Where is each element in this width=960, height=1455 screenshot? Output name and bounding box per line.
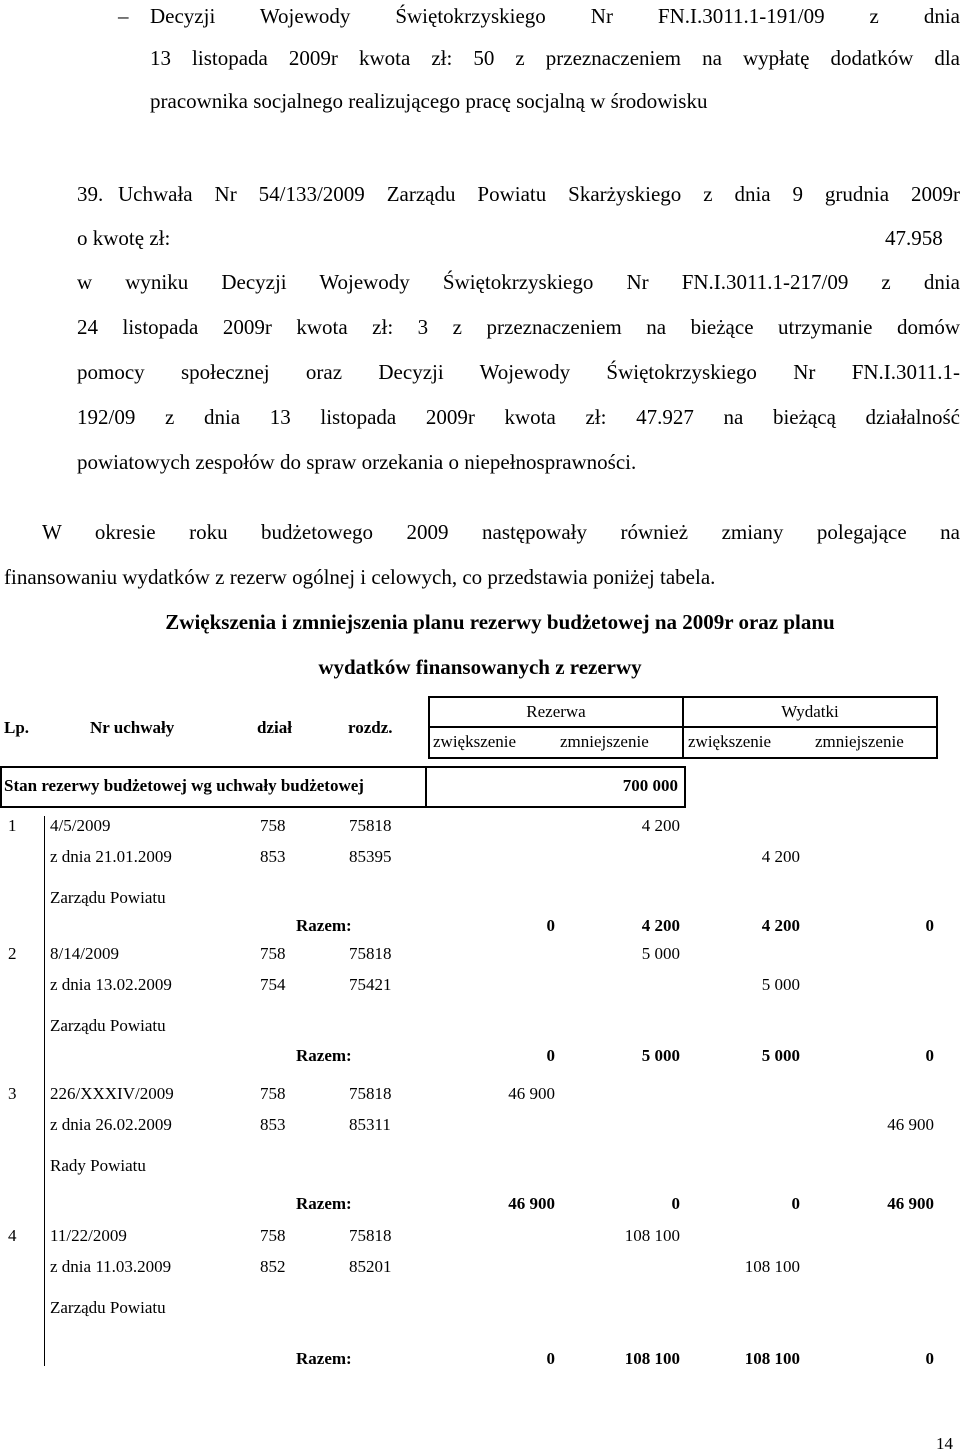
razem-value-wyd-zm: 46 900 — [887, 1194, 934, 1213]
item-39-amount-value: 47.958 — [885, 226, 943, 250]
razem-value-wyd-zw: 4 200 — [761, 916, 800, 935]
table-title-line-2: wydatków finansowanych z rezerwy — [318, 655, 642, 679]
col-header-rozdz: rozdz. — [348, 718, 393, 737]
razem-value-wyd-zw: 5 000 — [761, 1046, 800, 1065]
entry-lp: 2 — [8, 944, 17, 963]
razem-value-wyd-zm: 0 — [925, 1046, 934, 1065]
entry-resolution-number: 11/22/2009 — [50, 1226, 127, 1245]
entry-dzial: 853 — [260, 1115, 286, 1134]
entry-amount-rez-zm: 108 100 — [624, 1226, 680, 1245]
paragraph-line-2: finansowaniu wydatków z rezerw ogólnej i celowych, co przedstawia poniżej tabela. — [4, 565, 716, 589]
entry-dzial: 754 — [260, 975, 286, 994]
entry-lp: 4 — [8, 1226, 17, 1245]
item-39-line-5: pomocy społecznej oraz Decyzji Wojewody Świętokrzyskiego Nr FN.I.3011.1- — [77, 360, 960, 384]
item-number: 39. — [77, 182, 104, 206]
stan-rezerwy-value: 700 000 — [622, 776, 678, 795]
entry-issuing-body: Zarządu Powiatu — [50, 1016, 166, 1035]
entry-rozdzial: 75818 — [349, 1084, 392, 1103]
razem-value-wyd-zm: 0 — [925, 1349, 934, 1368]
entry-amount-wyd-zm: 46 900 — [887, 1115, 934, 1134]
item-39-line-1: Uchwała Nr 54/133/2009 Zarządu Powiatu Skarżyskiego z dnia 9 grudnia 2009r — [118, 182, 960, 206]
razem-value-wyd-zm: 0 — [925, 916, 934, 935]
col-header-lp: Lp. — [4, 718, 30, 737]
entry-issuing-body: Rady Powiatu — [50, 1156, 146, 1175]
entry-resolution-date: z dnia 21.01.2009 — [50, 847, 172, 866]
col-header-dzial: dział — [257, 718, 292, 737]
item-39-amount-label: o kwotę zł: — [77, 226, 171, 250]
col-header-rezerwa-zmniejszenie: zmniejszenie — [560, 732, 649, 751]
entry-amount-wyd-zw: 108 100 — [744, 1257, 800, 1276]
entry-dzial: 758 — [260, 1084, 286, 1103]
col-header-nr-uchwaly: Nr uchwały — [90, 718, 175, 737]
entry-amount-rez-zm: 5 000 — [641, 944, 680, 963]
page-number: 14 — [936, 1434, 953, 1453]
razem-label: Razem: — [296, 1349, 352, 1368]
col-header-wydatki-zwiekszenie: zwiększenie — [688, 732, 772, 751]
razem-value-rez-zm: 108 100 — [624, 1349, 680, 1368]
razem-value-rez-zm: 4 200 — [641, 916, 680, 935]
intro-line-1: Decyzji Wojewody Świętokrzyskiego Nr FN.I.3011.1-191/09 z dnia — [150, 4, 960, 28]
entry-issuing-body: Zarządu Powiatu — [50, 1298, 166, 1317]
razem-value-rez-zw: 0 — [546, 1349, 555, 1368]
item-39-line-7: powiatowych zespołów do spraw orzekania o niepełnosprawności. — [77, 450, 637, 474]
entry-rozdzial: 75818 — [349, 816, 392, 835]
entry-dzial: 853 — [260, 847, 286, 866]
entry-resolution-number: 226/XXXIV/2009 — [50, 1084, 174, 1103]
col-header-rezerwa-zwiekszenie: zwiększenie — [433, 732, 517, 751]
entry-rozdzial: 85311 — [349, 1115, 391, 1134]
entry-rozdzial: 85395 — [349, 847, 392, 866]
entry-issuing-body: Zarządu Powiatu — [50, 888, 166, 907]
entry-amount-rez-zw: 46 900 — [508, 1084, 555, 1103]
intro-line-3: pracownika socjalnego realizującego pracę socjalną w środowisku — [150, 89, 708, 113]
entry-rozdzial: 75421 — [349, 975, 392, 994]
razem-value-rez-zm: 5 000 — [641, 1046, 680, 1065]
entry-rozdzial: 75818 — [349, 944, 392, 963]
item-39-line-4: 24 listopada 2009r kwota zł: 3 z przeznaczeniem na bieżące utrzymanie domów — [77, 315, 960, 339]
entry-rozdzial: 75818 — [349, 1226, 392, 1245]
entry-resolution-date: z dnia 11.03.2009 — [50, 1257, 172, 1276]
entry-lp: 1 — [8, 816, 17, 835]
entry-amount-wyd-zw: 4 200 — [761, 847, 800, 866]
col-header-rezerwa: Rezerwa — [526, 702, 586, 721]
entry-resolution-date: z dnia 26.02.2009 — [50, 1115, 172, 1134]
item-39-line-6: 192/09 z dnia 13 listopada 2009r kwota zł: 47.927 na bieżącą działalność — [77, 405, 960, 429]
entry-dzial: 758 — [260, 944, 286, 963]
razem-label: Razem: — [296, 916, 352, 935]
entry-amount-rez-zm: 4 200 — [641, 816, 680, 835]
razem-value-rez-zw: 0 — [546, 1046, 555, 1065]
entry-amount-wyd-zw: 5 000 — [761, 975, 800, 994]
col-header-wydatki-zmniejszenie: zmniejszenie — [815, 732, 904, 751]
entry-resolution-number: 4/5/2009 — [50, 816, 111, 835]
razem-value-rez-zw: 46 900 — [508, 1194, 555, 1213]
entry-lp: 3 — [8, 1084, 17, 1103]
entry-resolution-date: z dnia 13.02.2009 — [50, 975, 172, 994]
col-header-wydatki: Wydatki — [781, 702, 839, 721]
razem-value-wyd-zw: 108 100 — [744, 1349, 800, 1368]
razem-label: Razem: — [296, 1194, 352, 1213]
razem-value-rez-zm: 0 — [671, 1194, 680, 1213]
entry-resolution-number: 8/14/2009 — [50, 944, 119, 963]
entry-dzial: 758 — [260, 816, 286, 835]
item-39-line-3: w wyniku Decyzji Wojewody Świętokrzyskiego Nr FN.I.3011.1-217/09 z dnia — [77, 270, 960, 294]
entry-dzial: 852 — [260, 1257, 286, 1276]
razem-value-rez-zw: 0 — [546, 916, 555, 935]
stan-rezerwy-label: Stan rezerwy budżetowej wg uchwały budżetowej — [4, 776, 364, 795]
entry-rozdzial: 85201 — [349, 1257, 392, 1276]
intro-line-2: 13 listopada 2009r kwota zł: 50 z przeznaczeniem na wypłatę dodatków dla — [150, 46, 960, 70]
razem-label: Razem: — [296, 1046, 352, 1065]
table-title-line-1: Zwiększenia i zmniejszenia planu rezerwy budżetowej na 2009r oraz planu — [165, 610, 835, 634]
entry-dzial: 758 — [260, 1226, 286, 1245]
razem-value-wyd-zw: 0 — [791, 1194, 800, 1213]
list-dash: – — [118, 4, 129, 28]
paragraph-line-1: W okresie roku budżetowego 2009 następowały również zmiany polegające na — [42, 520, 960, 544]
